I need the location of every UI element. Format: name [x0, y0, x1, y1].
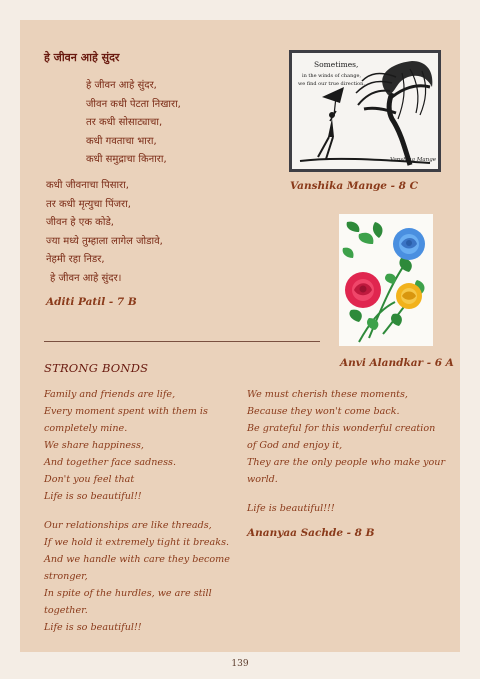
verse-line: जीवन कधी पेटता निखारा,: [86, 98, 181, 110]
verse-line: कधी जीवनाचा पिसारा,: [46, 180, 129, 191]
stanza-gap: [247, 488, 445, 500]
roses-drawing: [339, 214, 433, 346]
verse-line: And together face sadness.: [44, 457, 177, 468]
stanza-gap: [44, 505, 230, 517]
verse-line: Because they won't come back.: [247, 406, 400, 417]
verse-line: जीवन हे एक कोडे,: [46, 217, 114, 228]
tree-drawing: [292, 53, 438, 169]
verse-line: Family and friends are life,: [44, 389, 176, 400]
verse-line: In spite of the hurdles, we are still: [44, 588, 212, 599]
marathi-poem-author: Aditi Patil - 7 B: [46, 296, 137, 308]
verse-line: हे जीवन आहे सुंदर,: [86, 80, 157, 91]
verse-line: कधी समुद्राचा किनारा,: [86, 154, 167, 165]
verse-line: कधी गवताचा भारा,: [86, 135, 157, 147]
verse-line: We must cherish these moments,: [247, 389, 408, 400]
verse-line: together.: [44, 605, 88, 616]
marathi-stanza-1: [86, 77, 181, 170]
english-right-column: [247, 386, 445, 517]
artwork-text-line: in the winds of change,: [302, 73, 362, 79]
artwork-roses: [339, 214, 433, 346]
verse-line: Life is beautiful!!!: [247, 503, 335, 514]
verse-line: Life is so beautiful!!: [44, 491, 142, 502]
verse-line: We share happiness,: [44, 440, 144, 451]
verse-line: नेहमी रहा निडर,: [46, 254, 105, 265]
verse-line: तर कधी सोसाट्याचा,: [86, 117, 163, 128]
artwork-text-line: we find our true direction.: [298, 81, 365, 87]
verse-line: They are the only people who make your: [247, 457, 446, 468]
marathi-poem-title: हे जीवन आहे सुंदर: [44, 51, 120, 64]
verse-line: Our relationships are like threads,: [44, 520, 212, 531]
verse-line: of God and enjoy it,: [247, 440, 343, 451]
artwork-windswept-tree: [289, 50, 441, 172]
english-left-column: [44, 386, 230, 636]
english-poem-author: Ananyaa Sachde - 8 B: [247, 527, 375, 539]
artwork2-caption: Anvi Alandkar - 6 A: [340, 357, 454, 369]
section-divider: [44, 341, 320, 342]
verse-line: Every moment spent with them is: [44, 406, 208, 417]
verse-line: Be grateful for this wonderful creation: [247, 423, 436, 434]
artwork-text-line: Sometimes,: [314, 60, 359, 69]
verse-line: And we handle with care they become: [44, 554, 230, 565]
verse-line: ज्या मध्ये तुम्हाला लागेल जोडावे,: [46, 235, 163, 247]
artwork-signature: Vanshika Mange: [390, 157, 437, 163]
verse-line: Don't you feel that: [44, 474, 135, 485]
marathi-stanza-2: [46, 177, 163, 288]
verse-line: Life is so beautiful!!: [44, 622, 142, 633]
artwork1-caption: Vanshika Mange - 8 C: [290, 180, 418, 192]
verse-line: completely mine.: [44, 423, 128, 434]
english-poem-title: STRONG BONDS: [44, 361, 149, 375]
verse-line: If we hold it extremely tight it breaks.: [44, 537, 230, 548]
verse-line: तर कधी मृत्युचा पिंजरा,: [46, 198, 131, 210]
verse-line: stronger,: [44, 571, 88, 582]
page-number: 139: [231, 659, 249, 669]
verse-line: हे जीवन आहे सुंदर।: [50, 272, 122, 284]
verse-line: world.: [247, 474, 278, 485]
